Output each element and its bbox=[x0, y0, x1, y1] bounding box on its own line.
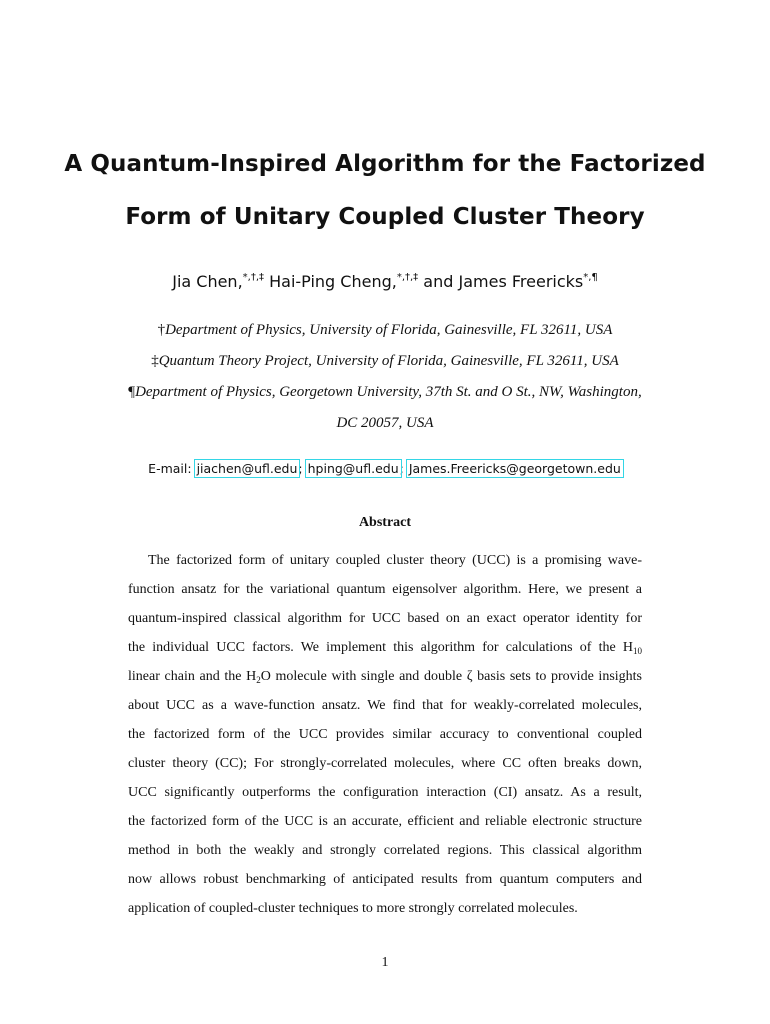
affiliation bbox=[30, 384, 740, 401]
email-separator: ; bbox=[399, 461, 404, 476]
abstract-text: linear chain and the H bbox=[128, 669, 257, 684]
abstract-line bbox=[128, 639, 642, 657]
abstract-line: UCC significantly outperforms the configuration interaction (CI) ansatz. As a result, bbox=[128, 785, 642, 800]
affiliation-mark: ¶ bbox=[128, 384, 136, 400]
abstract-line: about UCC as a wave-function ansatz. We find that for weakly-correlated molecules, bbox=[128, 698, 642, 713]
abstract-line: method in both the weakly and strongly correlated regions. This classical algorithm bbox=[128, 843, 642, 858]
affiliation bbox=[30, 322, 740, 339]
email-link-chen[interactable]: jiachen@ufl.edu bbox=[196, 461, 298, 476]
paper-title-line-1: A Quantum-Inspired Algorithm for the Factorized bbox=[64, 151, 706, 177]
abstract-line: cluster theory (CC); For strongly-correlated molecules, where CC often breaks down, bbox=[128, 756, 642, 771]
subscript: 2 bbox=[256, 675, 261, 685]
email-label: E-mail: bbox=[148, 461, 192, 476]
abstract-line: now allows robust benchmarking of anticipated results from quantum computers and bbox=[128, 872, 642, 887]
email-link-freericks[interactable]: James.Freericks@georgetown.edu bbox=[408, 461, 621, 476]
email-separator: ; bbox=[298, 461, 303, 476]
abstract-text: the individual UCC factors. We implement this algorithm for calculations of the H bbox=[128, 640, 633, 655]
author-list bbox=[40, 272, 730, 291]
author-name: Hai-Ping Cheng, bbox=[269, 272, 397, 291]
affiliation bbox=[30, 353, 740, 370]
author-name: Jia Chen, bbox=[172, 272, 243, 291]
abstract-line bbox=[128, 668, 642, 686]
abstract-line: quantum-inspired classical algorithm for UCC based on an exact operator identity for bbox=[128, 611, 642, 626]
page-number: 1 bbox=[381, 955, 389, 970]
affiliation-text: Quantum Theory Project, University of Florida, Gainesville, FL 32611, USA bbox=[158, 353, 619, 369]
affiliation-continued bbox=[30, 415, 740, 432]
abstract-line: the factorized form of the UCC is an accurate, efficient and reliable electronic structure bbox=[128, 814, 642, 829]
author-name: James Freericks bbox=[458, 272, 584, 291]
paper-title-line-2: Form of Unitary Coupled Cluster Theory bbox=[125, 204, 645, 230]
affiliation-text: Department of Physics, University of Florida, Gainesville, FL 32611, USA bbox=[165, 322, 613, 338]
author-affiliation-marks: *,†,‡ bbox=[396, 272, 419, 283]
email-line bbox=[40, 461, 730, 476]
abstract-line: application of coupled-cluster techniques to more strongly correlated molecules. bbox=[128, 901, 578, 916]
author-affiliation-marks: *,¶ bbox=[583, 272, 598, 283]
affiliation-mark: ‡ bbox=[151, 353, 159, 369]
affiliation-text: DC 20057, USA bbox=[336, 415, 434, 431]
abstract-text: O molecule with single and double ζ basis sets to provide insights bbox=[260, 669, 642, 684]
author-affiliation-marks: *,†,‡ bbox=[242, 272, 265, 283]
abstract-line: the factorized form of the UCC provides similar accuracy to conventional coupled bbox=[128, 727, 642, 742]
affiliation-text: Department of Physics, Georgetown University, 37th St. and O St., NW, Washington, bbox=[135, 384, 642, 400]
abstract-heading: Abstract bbox=[358, 515, 412, 530]
email-link-cheng[interactable]: hping@ufl.edu bbox=[307, 461, 399, 476]
affiliation-mark: † bbox=[157, 322, 166, 338]
subscript: 10 bbox=[633, 646, 642, 656]
abstract-line: function ansatz for the variational quantum eigensolver algorithm. Here, we present a bbox=[128, 582, 642, 597]
abstract-line: The factorized form of unitary coupled cluster theory (UCC) is a promising wave- bbox=[148, 553, 642, 568]
author-conjunction: and bbox=[423, 272, 454, 291]
